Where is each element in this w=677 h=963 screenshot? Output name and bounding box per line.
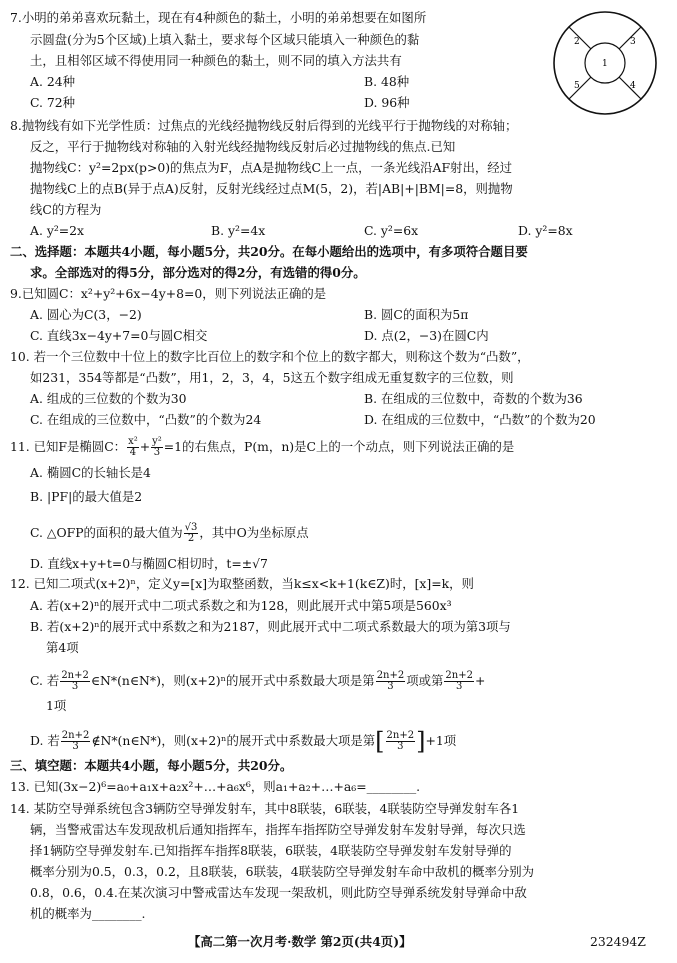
q12-d-frac2-num: 2n+2 — [386, 730, 415, 741]
q12-c-frac3-den: 3 — [455, 681, 463, 692]
q10-option-d: D. 在组成的三位数中，“凸数”的个数为20 — [364, 412, 596, 427]
q10-option-a: A. 组成的三位数的个数为30 — [30, 391, 187, 406]
exam-code: 232494Z — [590, 934, 646, 949]
q11-stem — [10, 437, 514, 458]
q10-option-c: C. 在组成的三位数中，“凸数”的个数为24 — [30, 412, 262, 427]
q8-stem-line3: 抛物线C：y²=2px(p>0)的焦点为F，点A是抛物线C上一点，一条光线沿AF射出，经过 — [30, 160, 513, 175]
q9-option-c: C. 直线3x−4y+7=0与圆C相交 — [30, 328, 208, 343]
q12-option-c-pre: C. 若 — [30, 673, 60, 688]
q12-option-c-mid: ∈N*(n∈N*)，则(x+2)ⁿ的展开式中系数最大项是第 — [90, 673, 375, 688]
q7-option-b: B. 48种 — [364, 74, 410, 89]
page-footer: 【高二第一次月考·数学 第2页(共4页)】 — [188, 934, 412, 949]
region-label-4: 4 — [630, 81, 636, 91]
q10-option-b: B. 在组成的三位数中，奇数的个数为36 — [364, 391, 583, 406]
q11-c-num: √3 — [184, 522, 198, 533]
q9-option-b: B. 圆C的面积为5π — [364, 307, 469, 322]
q8-stem-line5: 线C的方程为 — [30, 202, 102, 217]
q10-stem-line2: 如231，354等都是“凸数”，用1，2，3，4，5这五个数字组成无重复数字的三位数，则 — [30, 370, 514, 385]
q14-line1: 14. 某防空导弹系统包含3辆防空导弹发射车，其中8联装，6联装，4联装防空导弹发射车各1 — [10, 801, 520, 816]
q11-frac-x-den: 4 — [129, 447, 137, 458]
region-label-1: 1 — [602, 59, 608, 69]
q12-c-frac2-num: 2n+2 — [376, 670, 405, 681]
q14-line2: 辆，当警戒雷达车发现敌机后通知指挥车，指挥车指挥防空导弹发射车发射导弹，每次只选 — [30, 822, 526, 837]
q8-stem-line2: 反之，平行于抛物线对称轴的入射光线经抛物线反射后必过抛物线的焦点.已知 — [30, 139, 456, 154]
q12-c-frac1-num: 2n+2 — [61, 670, 89, 681]
section3-heading: 三、填空题：本题共4小题，每小题5分，共20分。 — [10, 758, 293, 773]
q8-stem-line4: 抛物线C上的点B(异于点A)反射，反射光线经过点M(5，2)，若|AB|+|BM|=8，则抛物 — [30, 181, 513, 196]
q11-frac-y-den: 3 — [153, 447, 161, 458]
q12-option-d — [30, 727, 457, 756]
q7-stem-line1: 7.小明的弟弟喜欢玩黏土，现在有4种颜色的黏土，小明的弟弟想要在如图所 — [10, 10, 427, 25]
q12-option-c-plus: + — [474, 673, 486, 688]
q12-c-fraction-3 — [444, 671, 474, 692]
q11-fraction-x — [127, 437, 139, 458]
q10-stem-line1: 10. 若一个三位数中十位上的数字比百位上的数字和个位上的数字都大，则称这个数为“凸数”， — [10, 349, 530, 364]
q7-stem-line2: 示圆盘(分为5个区域)上填入黏土，要求每个区域只能填入一种颜色的黏 — [30, 32, 420, 47]
q11-option-c-fraction — [184, 523, 199, 544]
q11-option-d: D. 直线x+y+t=0与椭圆C相切时，t=±√7 — [30, 556, 268, 571]
q11-option-b: B. |PF|的最大值是2 — [30, 489, 143, 504]
q8-option-b: B. y²=4x — [211, 223, 266, 238]
q7-option-a: A. 24种 — [30, 74, 75, 89]
q12-d-fraction-1 — [61, 731, 91, 752]
q12-option-d-post: +1项 — [425, 733, 457, 748]
q7-stem-line3: 土，且相邻区域不得使用同一种颜色的黏土，则不同的填入方法共有 — [30, 53, 402, 68]
q11-frac-x-num: x² — [128, 436, 138, 447]
disc-figure — [550, 8, 660, 118]
q12-stem: 12. 已知二项式(x+2)ⁿ，定义y=[x]为取整函数，当k≤x<k+1(k∈Z)时，[x]=k，则 — [10, 576, 474, 591]
q12-option-d-pre: D. 若 — [30, 733, 60, 748]
q11-stem-pre: 11. 已知F是椭圆C： — [10, 439, 127, 454]
q11-c-den: 2 — [187, 533, 195, 544]
q12-floor-right-bracket: ] — [416, 727, 426, 756]
section2-heading-line2: 求。全部选对的得5分，部分选对的得2分，有选错的得0分。 — [30, 265, 366, 280]
q8-stem-line1: 8.抛物线有如下光学性质：过焦点的光线经抛物线反射后得到的光线平行于抛物线的对称轴； — [10, 118, 518, 133]
q14-line3: 择1辆防空导弹发射车.已知指挥车指挥8联装，6联装，4联装防空导弹发射车发射导弹的 — [30, 843, 512, 858]
q7-option-c: C. 72种 — [30, 95, 76, 110]
q11-option-c-post: ，其中O为坐标原点 — [199, 525, 309, 540]
q14-line4: 概率分别为0.5，0.3，0.2，且8联装，6联装，4联装防空导弹发射车命中敌机的概率分别为 — [30, 864, 535, 879]
region-label-3: 3 — [630, 37, 636, 47]
q11-option-c — [30, 523, 309, 544]
q13-text: 13. 已知(3x−2)⁶=a₀+a₁x+a₂x²+…+a₆x⁶，则a₁+a₂+…+a₆=________. — [10, 779, 421, 794]
q12-c-frac3-num: 2n+2 — [445, 670, 473, 681]
q12-c-frac2-den: 3 — [387, 681, 394, 692]
q12-d-frac1-num: 2n+2 — [61, 730, 90, 741]
q9-option-a: A. 圆心为C(3，−2) — [30, 307, 142, 322]
q12-c-fraction-2 — [376, 671, 406, 692]
q12-option-c-line2: 1项 — [46, 698, 67, 713]
region-label-5: 5 — [574, 81, 580, 91]
q9-stem: 9.已知圆C：x²+y²+6x−4y+8=0，则下列说法正确的是 — [10, 286, 327, 301]
q7-option-d: D. 96种 — [364, 95, 410, 110]
q11-frac-y-num: y² — [152, 436, 162, 447]
q14-line6: 机的概率为________. — [30, 906, 146, 921]
q12-c-frac1-den: 3 — [71, 681, 79, 692]
q11-fraction-y — [151, 437, 163, 458]
q12-option-b-line2: 第4项 — [46, 640, 79, 655]
q11-stem-post: =1的右焦点，P(m，n)是C上的一个动点，则下列说法正确的是 — [163, 439, 515, 454]
q11-option-c-pre: C. △OFP的面积的最大值为 — [30, 525, 183, 540]
q8-option-c: C. y²=6x — [364, 223, 419, 238]
q12-floor-left-bracket: [ — [375, 727, 385, 756]
q12-option-a: A. 若(x+2)ⁿ的展开式中二项式系数之和为128，则此展开式中第5项是560x³ — [30, 598, 452, 613]
q8-option-d: D. y²=8x — [518, 223, 573, 238]
q12-option-c — [30, 671, 485, 692]
q11-plus: + — [139, 439, 151, 454]
q12-d-fraction-2 — [386, 731, 416, 752]
region-label-2: 2 — [574, 37, 580, 47]
q9-option-d: D. 点(2，−3)在圆C内 — [364, 328, 489, 343]
q12-option-b-line1: B. 若(x+2)ⁿ的展开式中系数之和为2187，则此展开式中二项式系数最大的项为第3项与 — [30, 619, 511, 634]
q12-option-d-mid: ∉N*(n∈N*)，则(x+2)ⁿ的展开式中系数最大项是第 — [91, 733, 376, 748]
q12-d-frac2-den: 3 — [397, 741, 404, 752]
q12-d-frac1-den: 3 — [72, 741, 79, 752]
q8-option-a: A. y²=2x — [30, 223, 85, 238]
q14-line5: 0.8，0.6，0.4.在某次演习中警戒雷达车发现一架敌机，则此防空导弹系统发射导弹命中敌 — [30, 885, 527, 900]
q12-c-fraction-1 — [60, 671, 90, 692]
q12-option-c-or: 项或第 — [406, 673, 444, 688]
q11-option-a: A. 椭圆C的长轴长是4 — [30, 465, 151, 480]
section2-heading: 二、选择题：本题共4小题，每小题5分，共20分。在每小题给出的选项中，有多项符合题目要 — [10, 244, 528, 259]
